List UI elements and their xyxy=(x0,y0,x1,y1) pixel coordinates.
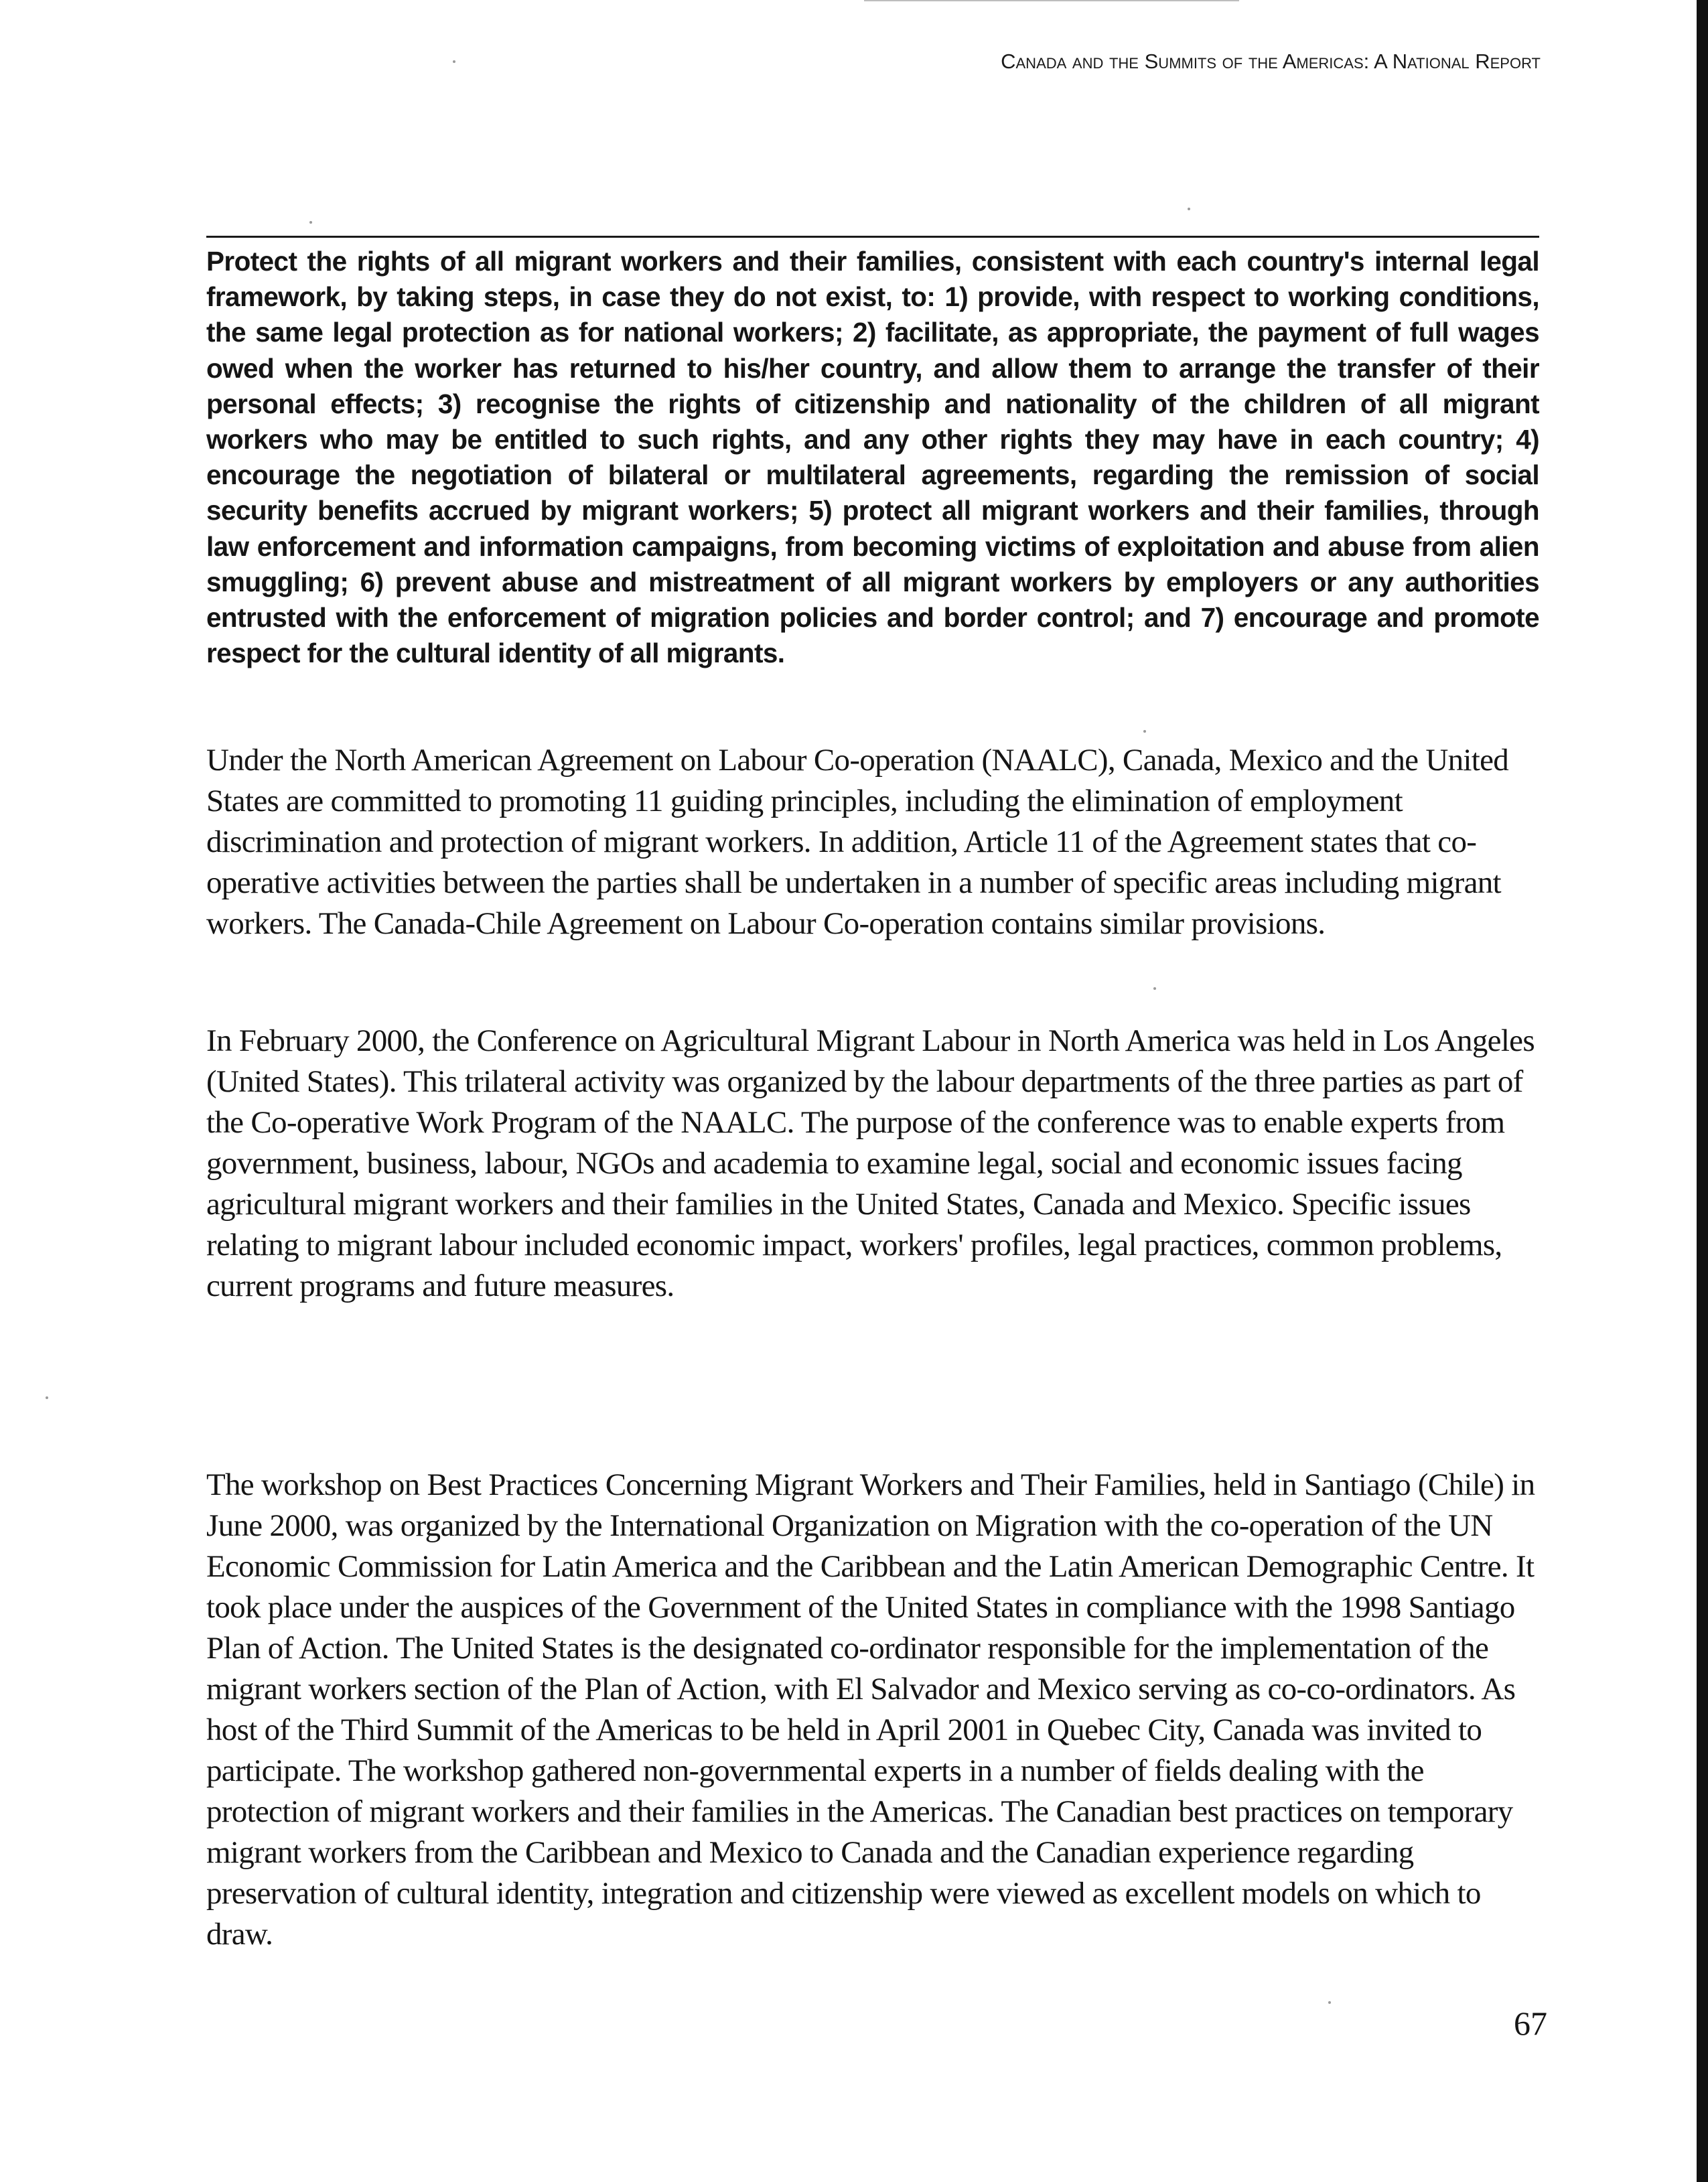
body-paragraph-workshop: The workshop on Best Practices Concerning Migrant Workers and Their Families, held in Santiago (Chile) in June 2000, was organized by the International Organization on Migration with the co-operation of the UN Economic Commission for Latin America and the Caribbean and the Latin American Demographic Centre. It took place under the auspices of the Government of the United States in compliance with the 1998 Santiago Plan of Action. The United States is the designated co-ordinator responsible for the implementation of the migrant workers section of the Plan of Action, with El Salvador and Mexico serving as co-co-ordinators. As host of the Third Summit of the Americas to be held in April 2001 in Quebec City, Canada was invited to participate. The workshop gathered non-governmental experts in a number of fields dealing with the protection of migrant workers and their families in the Americas. The Canadian best practices on temporary migrant workers from the Caribbean and Mexico to Canada and the Canadian experience regarding preservation of cultural identity, integration and citizenship were viewed as excellent models on which to draw. xyxy=(206,1467,1535,1952)
scan-edge-shadow xyxy=(1697,0,1708,2182)
scan-speck xyxy=(453,60,455,63)
scan-speck xyxy=(309,221,312,224)
scan-speck xyxy=(1328,2001,1331,2004)
body-paragraph-naalc: Under the North American Agreement on Labour Co-operation (NAALC), Canada, Mexico and the United States are committed to promoting 11 guiding principles, including the elimination of employment discrimination and protection of migrant workers. In addition, Article 11 of the Agreement states that co-operative activities between the parties shall be undertaken in a number of specific areas including migrant workers. The Canada-Chile Agreement on Labour Co-operation contains similar provisions. xyxy=(206,743,1509,941)
page-number: 67 xyxy=(1514,2005,1547,2042)
scan-speck xyxy=(1188,208,1190,210)
scan-speck xyxy=(1153,987,1156,990)
body-paragraph-conference: In February 2000, the Conference on Agricultural Migrant Labour in North America was held in Los Angeles (United States). This trilateral activity was organized by the labour departments of the three parties as part of the Co-operative Work Program of the NAALC. The purpose of the conference was to enable experts from government, business, labour, NGOs and academia to examine legal, social and economic issues facing agricultural migrant workers and their families in the United States, Canada and Mexico. Specific issues relating to migrant labour included economic impact, workers' profiles, legal practices, common problems, current programs and future measures. xyxy=(206,1023,1535,1303)
top-edge-rule xyxy=(864,0,1239,1)
callout-top-rule xyxy=(206,236,1539,238)
scan-speck xyxy=(1143,730,1146,733)
running-header: Canada and the Summits of the Americas: A National Report xyxy=(1001,50,1541,73)
scan-speck xyxy=(46,1396,48,1399)
action-plan-callout: Protect the rights of all migrant workers and their families, consistent with each country's internal legal framework, by taking steps, in case they do not exist, to: 1) provide, with respect to working conditions, the same legal protection as for national workers; 2) facilitate, as appropriate, the payment of full wages owed when the worker has returned to his/her country, and allow them to arrange the transfer of their personal effects; 3) recognise the rights of citizenship and nationality of the children of all migrant workers who may be entitled to such rights, and any other rights they may have in each country; 4) encourage the negotiation of bilateral or multilateral agreements, regarding the remission of social security benefits accrued by migrant workers; 5) protect all migrant workers and their families, through law enforcement and information campaigns, from becoming victims of exploitation and abuse from alien smuggling; 6) prevent abuse and mistreatment of all migrant workers by employers or any authorities entrusted with the enforcement of migration policies and border control; and 7) encourage and promote respect for the cultural identity of all migrants. xyxy=(206,246,1539,669)
